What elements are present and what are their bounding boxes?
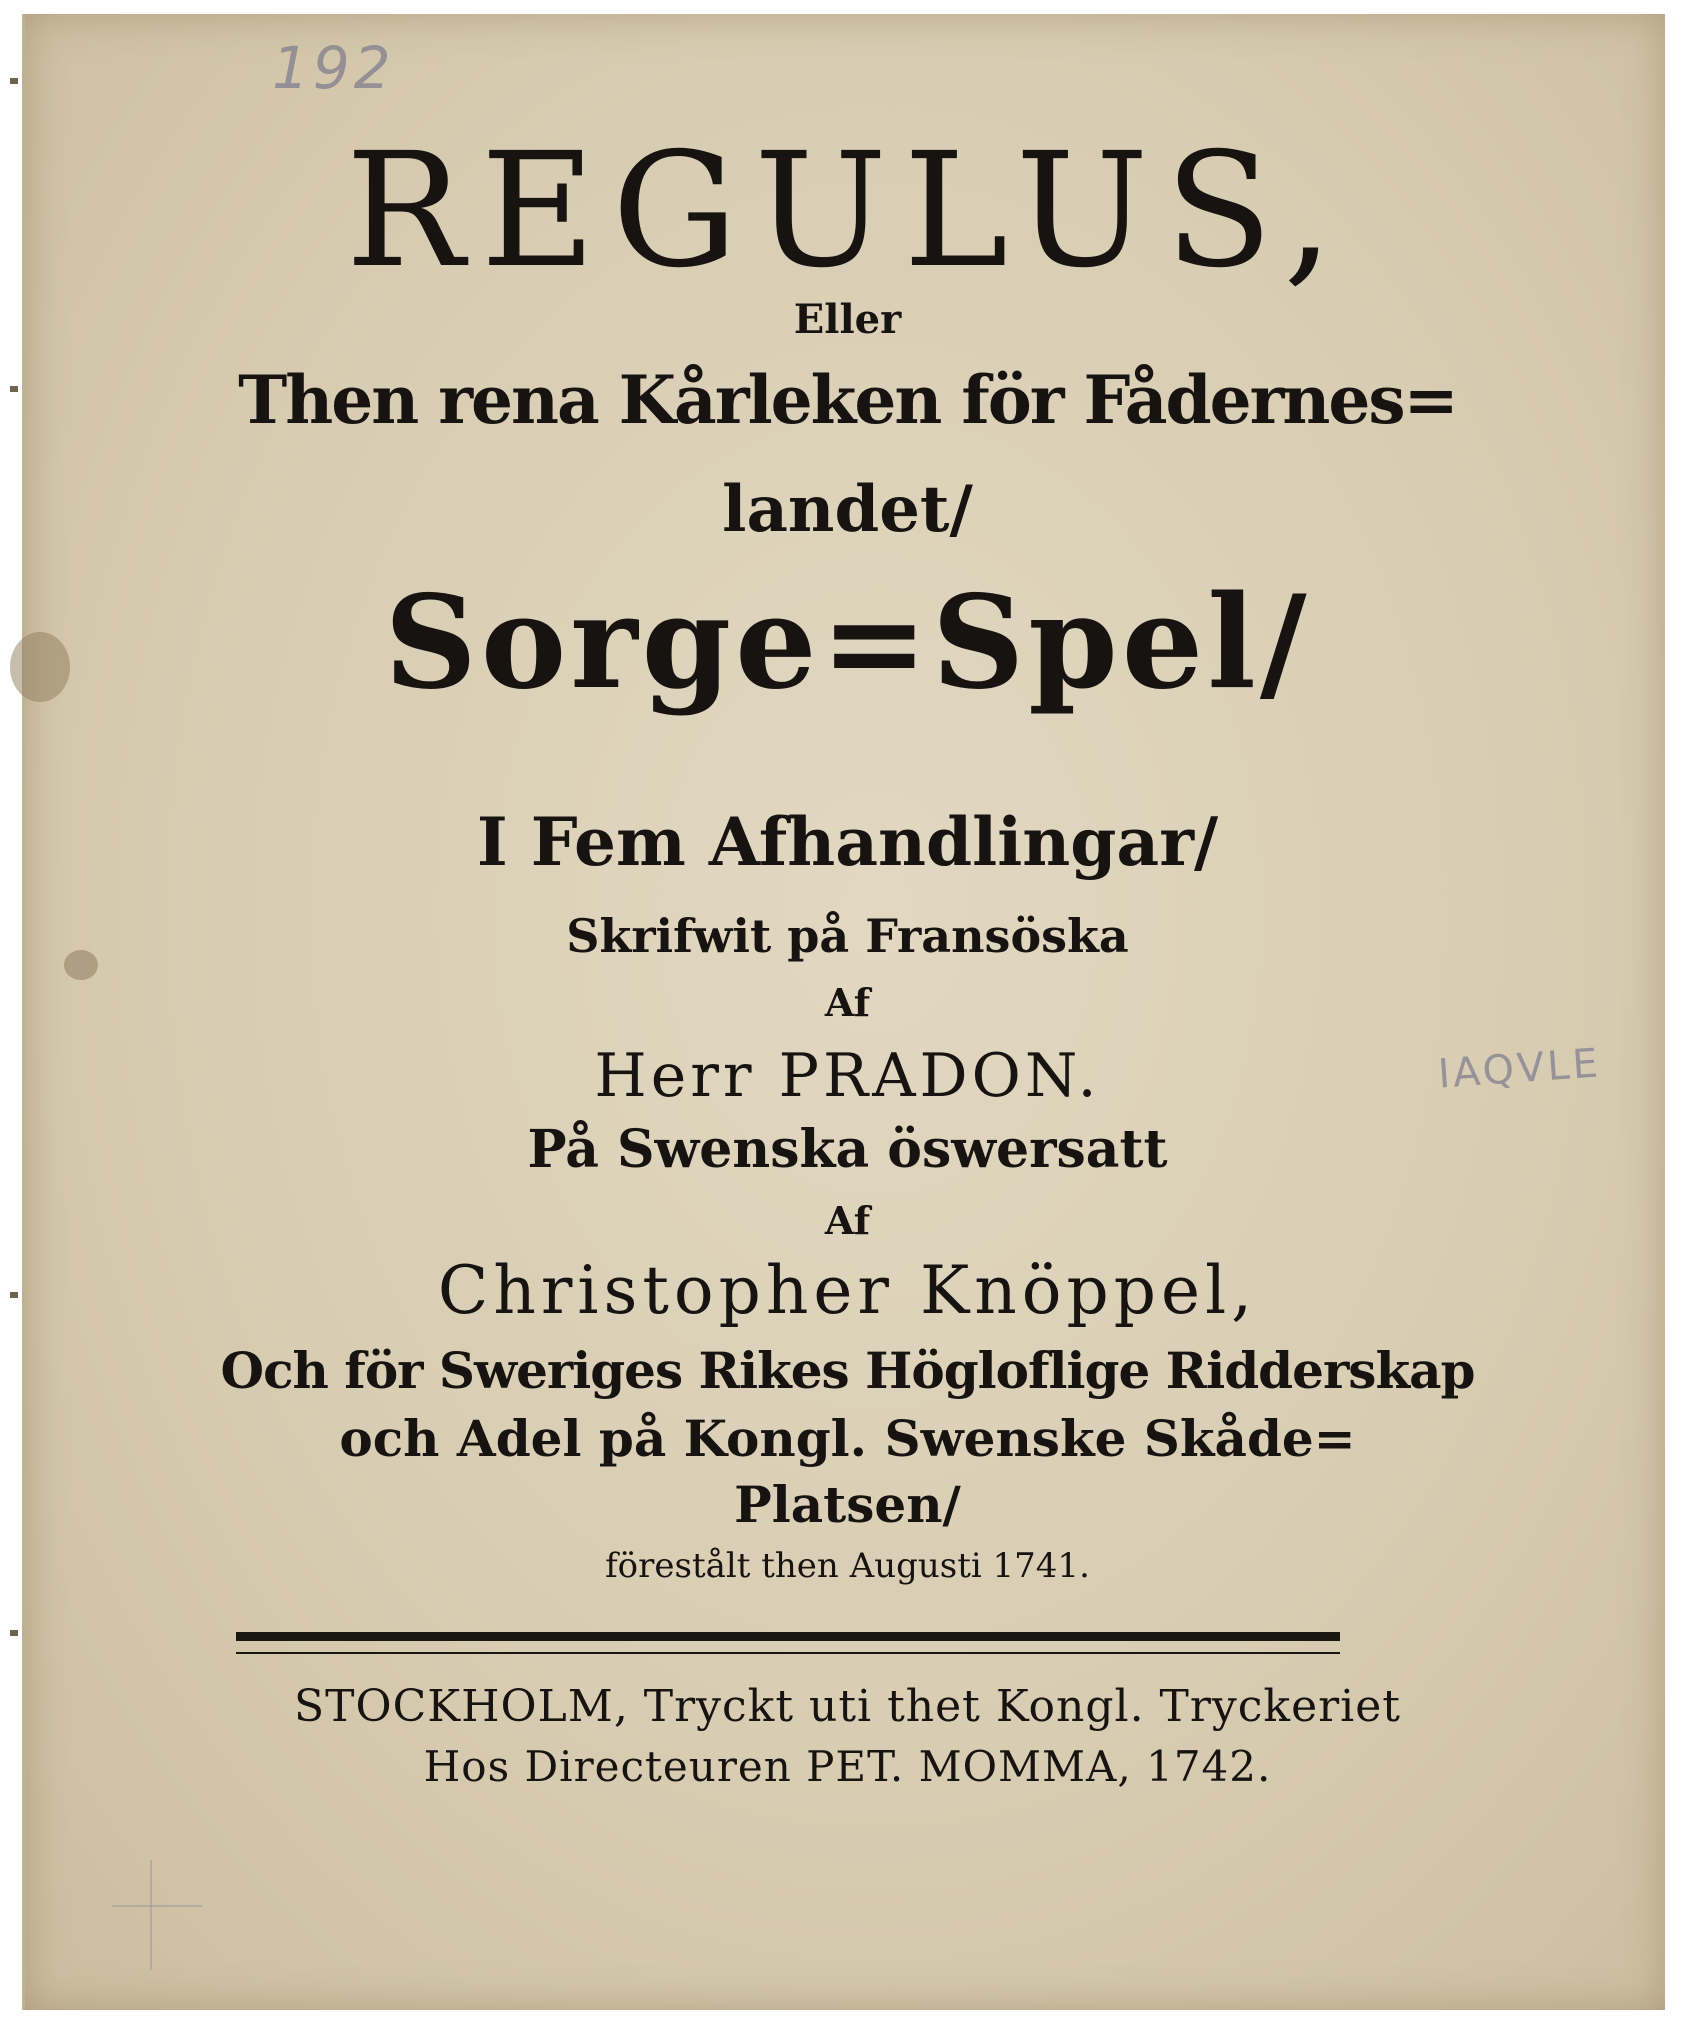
author-line: Herr PRADON. — [594, 1041, 1101, 1111]
performance-date-line: förestålt then Augusti 1741. — [605, 1546, 1090, 1586]
pencil-cross-icon — [150, 1860, 152, 1970]
margin-note: IAQVLE — [1436, 1040, 1603, 1098]
by-line-1: Af — [824, 980, 871, 1025]
subtitle-line-1: Then rena Kårleken för Fådernes= — [238, 361, 1457, 439]
performance-line-3: Platsen/ — [734, 1475, 961, 1534]
main-title: REGULUS, — [345, 119, 1350, 303]
separator-rule-thin — [236, 1652, 1340, 1654]
translated-line: På Swenska öswersatt — [527, 1119, 1168, 1180]
acts-line: I Fem Afhandlingar/ — [476, 803, 1219, 881]
written-in-line: Skrifwit på Fransöska — [566, 909, 1129, 963]
imprint-line-2: Hos Directeuren PET. MOMMA, 1742. — [423, 1742, 1272, 1791]
shelf-number: 192 — [272, 34, 395, 102]
separator-rule-thick — [236, 1632, 1340, 1641]
by-line-2: Af — [824, 1198, 871, 1243]
imprint-line-1: STOCKHOLM, Tryckt uti thet Kongl. Tryckeriet — [294, 1681, 1401, 1732]
binding-mark — [10, 1630, 18, 1636]
performance-line-2: och Adel på Kongl. Swenske Skåde= — [339, 1409, 1356, 1468]
translator-line: Christopher Knöppel, — [437, 1252, 1258, 1329]
subtitle-line-2: landet/ — [722, 472, 973, 547]
title-conjunction: Eller — [793, 296, 902, 343]
binding-mark — [10, 78, 18, 84]
performance-line-1: Och för Sweriges Rikes Högloflige Ridderskap — [220, 1341, 1475, 1400]
genre-title: Sorge=Spel/ — [384, 568, 1311, 718]
pencil-cross-icon — [112, 1905, 202, 1907]
